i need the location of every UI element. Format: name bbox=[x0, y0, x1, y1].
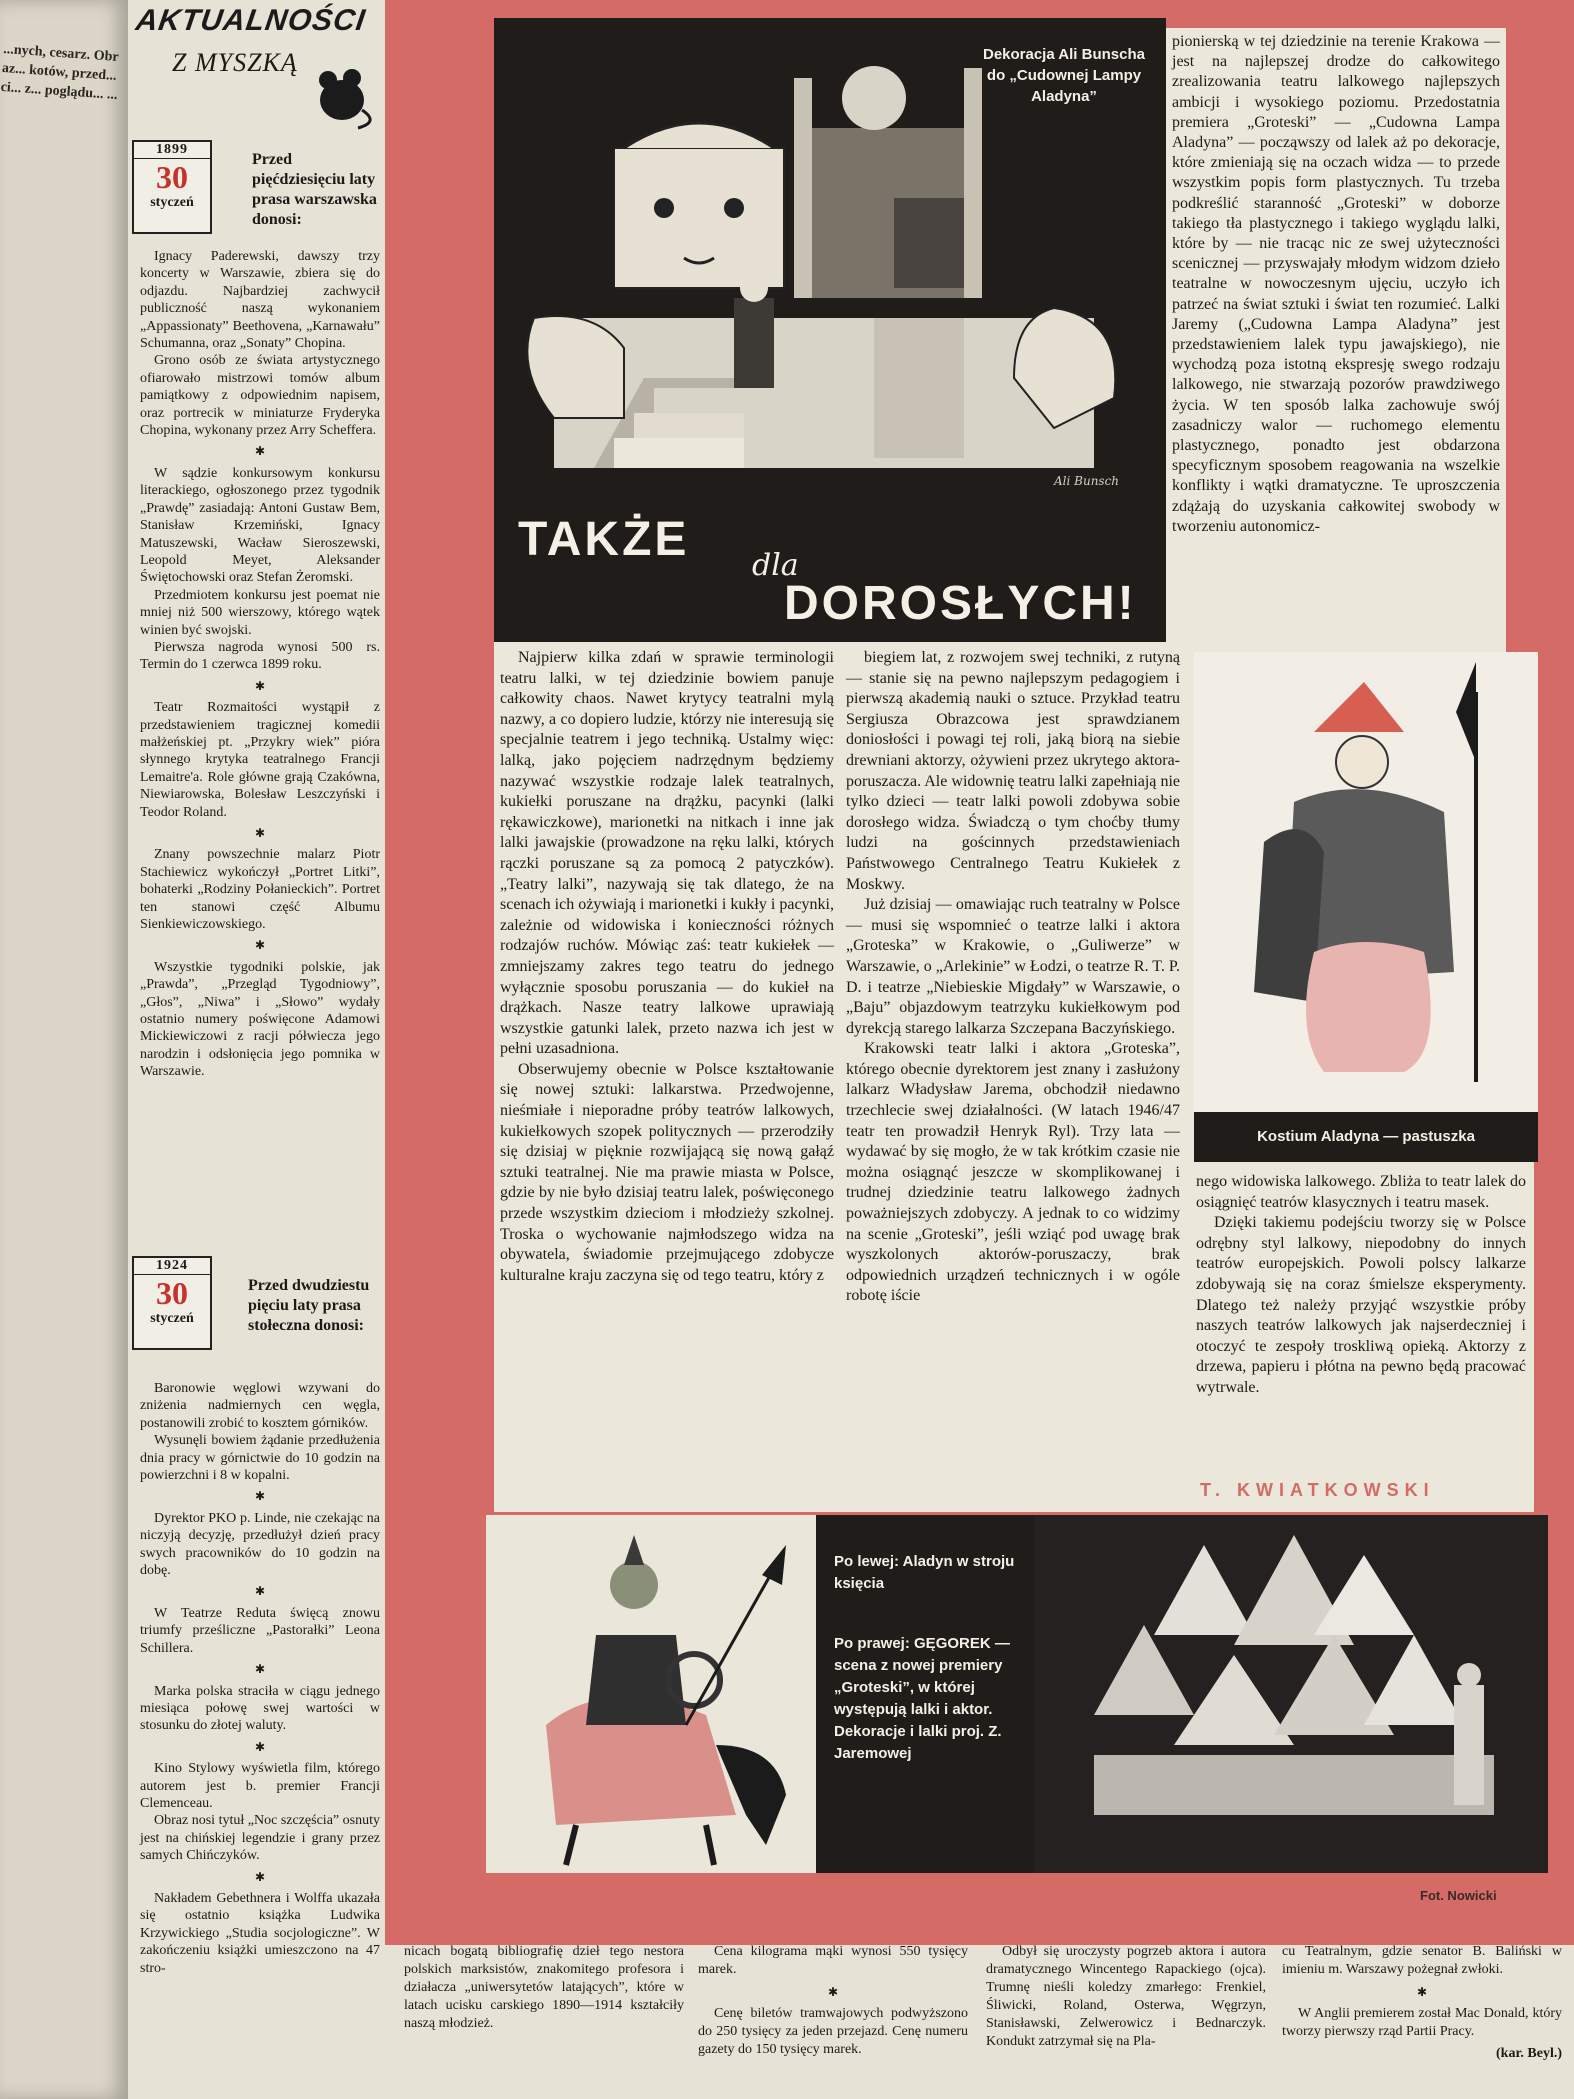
article-column-2 bbox=[846, 648, 1180, 1307]
bottom-captions-panel bbox=[816, 1515, 1034, 1873]
date-box-1899 bbox=[132, 140, 212, 234]
news-item: Teatr Rozmaitości wystąpił z przedstawieniem tragicznej komedii małżeńskiej pt. „Przykry wiek” pióra słynnego krytyka teatralnego Francji Lemaitre'a. Role główne grają Czakówna, Niewiarowska, Bolesław Leszczyński i Teodor Roland. bbox=[140, 700, 380, 820]
date-year: 1899 bbox=[134, 142, 210, 159]
article-paragraph: nego widowiska lalkowego. Zbliża to teatr lalek do osiągnięć teatrów klasycznych i teatru masek. bbox=[1196, 1173, 1526, 1211]
adjacent-page-text: ...nych, cesarz. Obraz... kotów, przed... ci... z... poglądu... ... bbox=[0, 41, 120, 104]
date-month: styczeń bbox=[150, 1311, 194, 1326]
news-item: W Teatrze Reduta święcą znowu triumfy prześliczne „Pastorałki” Leona Schillera. bbox=[140, 1605, 380, 1656]
entry-heading-1924: Przed dwudziestu pięciu laty prasa stołeczna donosi: bbox=[248, 1277, 370, 1334]
article-title-line1: TAKŻE bbox=[518, 513, 690, 566]
separator-star: ✱ bbox=[254, 1584, 266, 1599]
bottom-column-4 bbox=[1282, 1943, 1562, 2063]
article-title-block bbox=[494, 496, 1166, 642]
separator-star: ✱ bbox=[254, 826, 266, 840]
date-box-1924 bbox=[132, 1256, 212, 1350]
article-column-3-top bbox=[1172, 32, 1500, 537]
mouse-icon bbox=[292, 60, 382, 130]
article-author: T. KWIATKOWSKI bbox=[1200, 1480, 1435, 1500]
gegorek-scene-photo bbox=[1034, 1515, 1548, 1873]
news-item: Marka polska straciła w ciągu jednego miesiąca połowę swej wartości w stosunku do złotej waluty. bbox=[140, 1683, 380, 1734]
news-item: W sądzie konkursowym konkursu literackiego, ogłoszonego przez tygodnik „Prawdę” zasiadają: Antoni Gustaw Bem, Stanisław Krzemiński, Ignacy Matuszewski, Wacław Sieroszewski, Leopold Meyet, Aleksander Świętochowski oraz Stefan Żeromski. bbox=[140, 465, 380, 586]
aladdin-prince-drawing bbox=[486, 1515, 816, 1873]
news-item: Kino Stylowy wyświetla film, którego autorem jest b. premier Francji Clemenceau. bbox=[140, 1761, 380, 1811]
caption-bottom-left: Po lewej: Aladyn w stroju księcia bbox=[834, 1553, 1015, 1592]
top-illustration bbox=[494, 18, 1166, 498]
date-month: styczeń bbox=[150, 195, 194, 210]
separator-star: ✱ bbox=[254, 1869, 266, 1884]
news-item: Pierwsza nagroda wynosi 500 rs. Termin do 1 czerwca 1899 roku. bbox=[140, 639, 380, 673]
adjacent-page-strip bbox=[0, 0, 128, 2099]
separator-star: ✱ bbox=[254, 444, 266, 459]
date-day: 30 bbox=[156, 1275, 188, 1311]
bottom-left-illustration bbox=[486, 1515, 816, 1873]
separator-star: ✱ bbox=[827, 1985, 839, 1999]
news-item: Dyrektor PKO p. Linde, nie czekając na niczyją decyzję, przedłużył dzień pracy swych pracowników do 10 godzin na dobę. bbox=[140, 1510, 380, 1579]
caption-costume: Kostium Aladyna — pastuszka bbox=[1194, 1112, 1538, 1162]
article-column-3-bottom bbox=[1196, 1172, 1526, 1399]
separator-star: ✱ bbox=[254, 1662, 266, 1677]
article-paragraph: biegiem lat, z rozwojem swej techniki, z rutyną — stanie się na pewno najlepszym pedagogiem i pierwszą akademią nauki o sztuce. Przykład teatru Sergiusza Obrazcowa jest sprawdzianem doniosłości i powagi tej roli, jaką biorą na siebie drewniani aktorzy, ożywieni przez ukrytego aktora-poruszacza. Ale widownię teatru lalki zapełniają nie tylko dzieci — teatr lalki powoli zdobywa sobie dorosłego widza. Świadczą o tym choćby tłumy ludzi na gościnnych przedstawieniach Państwowego Centralnego Teatru Kukiełek z Moskwy. bbox=[846, 649, 1180, 893]
costume-illustration bbox=[1194, 652, 1538, 1162]
date-day: 30 bbox=[156, 159, 188, 195]
section-title: AKTUALNOŚCI bbox=[133, 4, 368, 37]
separator-star: ✱ bbox=[1416, 1985, 1428, 1999]
separator-star: ✱ bbox=[254, 1489, 266, 1504]
article-paragraph: Dzięki takiemu podejściu tworzy się w Polsce odrębny styl lalkowy, niepodobny do innych teatrów europejskich. Powoli polscy lalkarze zdobywają się na coraz śmielsze eksperymenty. Dlatego też należy przyjąć wszystkie próby naszych teatrów lalkowych jak najserdeczniej i otoczyć te zespoły troskliwą opieką. Aktorzy z drzewa, papieru i płótna na pewno będą pracować wytrwale. bbox=[1196, 1214, 1526, 1396]
separator-star: ✱ bbox=[254, 678, 266, 693]
bottom-right-photo bbox=[1034, 1515, 1548, 1873]
news-item: Przedmiotem konkursu jest poemat nie mniej niż 500 wierszowy, którego wątek winien być swojski. bbox=[140, 587, 380, 638]
article-paragraph: Już dzisiaj — omawiając ruch teatralny w Polsce — musi się wspomnieć o teatrze lalki i aktora „Groteska” w Krakowie, o „Guliwerze” w Warszawie, o „Arlekinie” w Łodzi, o teatrze R. T. P. D. i teatrze „Niebieskie Migdały” w Warszawie, o „Baju” objazdowym teatrzyku kukiełkowym pod dyrekcją starego lalkarza Szczepana Baczyńskiego. bbox=[846, 896, 1180, 1037]
section-subtitle: Z MYSZKĄ bbox=[172, 48, 298, 77]
entry-column-1924 bbox=[140, 1380, 380, 1977]
news-item: Wysunęli bowiem żądanie przedłużenia dnia pracy w górnictwie do 10 godzin na powierzchni i 8 w kopalni. bbox=[140, 1433, 380, 1484]
entry-column-1899 bbox=[140, 248, 380, 1081]
news-item: Odbył się uroczysty pogrzeb aktora i autora dramatycznego Wincentego Rapackiego (ojca). Trumnę nieśli koledzy zmarłego: Frenkiel, Śliwicki, Roland, Osterwa, Węgrzyn, Stanisławski, Zelwerowicz i Bednarczyk. Kondukt zatrzymał się na Pla- bbox=[986, 1944, 1266, 2049]
news-item: Cenę biletów tramwajowych podwyższono do 250 tysięcy za jeden przejazd. Cenę numeru gazety do 150 tysięcy marek. bbox=[698, 2006, 968, 2057]
news-item: Cena kilograma mąki wynosi 550 tysięcy marek. bbox=[698, 1944, 968, 1977]
photo-credit: Fot. Nowicki bbox=[1420, 1888, 1497, 1903]
news-item: nicach bogatą bibliografię dzieł tego nestora polskich marksistów, znakomitego profesora i działacza „uniwersytetów latających”, które w latach ucisku carskiego 1890—1914 kształciły naszą młodzież. bbox=[404, 1944, 684, 2031]
separator-star: ✱ bbox=[254, 1739, 266, 1754]
caricature-credit: (kar. Beyl.) bbox=[1496, 2046, 1562, 2061]
entry-heading-1899: Przed pięćdziesięciu laty prasa warszawska donosi: bbox=[252, 151, 377, 228]
date-year: 1924 bbox=[134, 1258, 210, 1275]
caption-top-illustration: Dekoracja Ali Bunscha do „Cudownej Lampy Aladyna” bbox=[982, 46, 1145, 105]
news-item: Obraz nosi tytuł „Noc szczęścia” osnuty jest na chińskiej legendzie i grany przez samych Chińczyków. bbox=[140, 1813, 380, 1864]
article-title-mid: dla bbox=[752, 548, 799, 583]
article-paragraph: Najpierw kilka zdań w sprawie terminologii teatru lalki, w tej dziedzinie bowiem panuje całkowity chaos. Nawet krytycy teatralni mylą nazwy, a co dopiero ludzie, którzy nie interesują się specjalnie teatrem i jego techniką. Ustalmy więc: lalką, jako pojęciem nadrzędnym będziemy nazywać wszystkie rodzaje lalek teatralnych, kukiełki poruszane na drążku, pacynki (lalki rękawiczkowe), marionetki na nitkach i inne jak lalki jawajskie (prowadzone na ręku lalki, których rączki poruszane są za pomocą 2 patyczków). „Teatry lalki”, nazywają się tak dlatego, że na scenach ich ożywiają i marionetki i kukły i pacynki, zależnie od widowiska i konieczności różnych rodzajów ruchów. Mówiąc zaś: teatr kukiełek — zmniejszamy zakres tego teatru do jednego wyłącznie sposobu poruszania — do kukieł na drążkach. Nasze teatry lalkowe uprawiają wszystkie gatunki lalek, przeto nazwa ich jest w pełni uzasadniona. bbox=[500, 649, 834, 1058]
news-item: cu Teatralnym, gdzie senator B. Baliński w imieniu m. Warszawy pożegnał zwłoki. bbox=[1282, 1944, 1562, 1977]
artist-signature: Ali Bunsch bbox=[1054, 474, 1120, 488]
bottom-column-1 bbox=[404, 1943, 684, 2037]
separator-star: ✱ bbox=[254, 938, 266, 953]
article-column-1 bbox=[500, 648, 834, 1286]
bottom-column-2 bbox=[698, 1943, 968, 2063]
section-header bbox=[132, 4, 392, 124]
news-item: Grono osób ze świata artystycznego ofiarowało mistrzowi tomów album pamiątkowy z odpowiednim napisem, oraz portrecik w miniaturze Fryderyka Chopina, wykonany przez Arry Scheffera. bbox=[140, 353, 380, 439]
article-paragraph: Krakowski teatr lalki i aktora „Groteska”, którego obecnie dyrektorem jest znany i zasłużony lalkarz Władysław Jarema, obchodził niedawno trzechlecie swej działalności. (W latach 1946/47 teatr ten prowadził Henryk Ryl). Trzy lata — wydawać by się mogło, że w tak krótkim czasie nie można osiągnąć jeszcze w skomplikowanej i trudnej dziedzinie teatru lalkowego żadnych poważniejszych zdobyczy. A jednak to co widzimy na scenie „Groteski”, jeśli wziąć pod uwagę brak wyszkolonych aktorów-poruszaczy, brak odpowiednich urządzeń technicznych i w ogóle robotę iście bbox=[846, 1040, 1180, 1305]
news-item: Nakładem Gebethnera i Wolffa ukazała się ostatnio książka Ludwika Krzywickiego „Studia socjologiczne”. W zakończeniu książki umieszczono na 47 stro- bbox=[140, 1890, 380, 1976]
article-paragraph: Obserwujemy obecnie w Polsce kształtowanie się nowej sztuki: lalkarstwa. Przedwojenne, nieśmiałe i nieporadne próby teatrów lalkowych, kukiełkowych szopek politycznych — przerodziły się dzisiaj w pięknie rozwijającą się nową gałąź sztuki teatralnej. Nie ma prawie miasta w Polsce, gdzie by nie było dzisiaj teatru lalek, poświęconego przede wszystkim dzieciom i młodzieży szkolnej. Troska o wychowanie najmłodszego widza na obywatela, świadomie przejmującego zdobycze kulturalne kraju zaczyna się od tego teatru, który z bbox=[500, 1060, 834, 1284]
article-paragraph: pionierską w tej dziedzinie na terenie Krakowa — jest na najlepszej drodze do całkowitego zrealizowania teatru lalkowego najlepszych ambicji i wysokiego poziomu. Przedostatnia premiera „Groteski” — „Cudowna Lampa Aladyna” — począwszy od lalek aż po dekoracje, które zmieniają się na oczach widza — to przede wszystkim popis form plastycznych. Tu trzeba podkreślić staranność „Groteski” w doborze takiego tła plastycznego i takiego wyglądu lalki, które by — nie tracąc nic ze swej użyteczności scenicznej — przyswajały młodym widzom dzieło teatralne w nowoczesnym ujęciu, uczyło ich patrzeć na świat sztuki i świat ten rozumieć. Lalki Jaremy („Cudowna Lampa Aladyna” jest przedstawieniem lalek typu jawajskiego), nie wychodzą poza istotną ekspresję swego rodzaju lalkowego, nie stwarzają pozorów prawdziwego życia. W ten sposób lalka zachowuje swój zasadniczy walor — ruchomego elementu plastycznego, ponadto jest obdarzona specyficznym sposobem reagowania na wszelkie konflikty i wątki dramatyczne. Te uproszczenia zdążają do uzyskania całkowitej swobody w tworzeniu autonomicz- bbox=[1172, 33, 1500, 535]
news-item: Baronowie węglowi wzywani do zniżenia nadmiernych cen węgla, postanowili zrobić to kosztem górników. bbox=[140, 1381, 380, 1431]
news-item: Ignacy Paderewski, dawszy trzy koncerty w Warszawie, zbiera się do odjazdu. Najbardziej zachwycił publiczność naszą wykonaniem „Appassionaty” Beethovena, „Karnawału” Schumanna, oraz „Sonaty” Chopina. bbox=[140, 249, 380, 352]
bottom-column-3 bbox=[986, 1943, 1266, 2055]
news-item: Znany powszechnie malarz Piotr Stachiewicz wykończył „Portret Litki”, bohaterki „Rodziny Połanieckich”. Portret ten stanowi część Albumu Sienkiewiczowskiego. bbox=[140, 847, 380, 933]
article-title-line2: DOROSŁYCH! bbox=[784, 577, 1137, 630]
aladdin-shepherd-drawing bbox=[1194, 652, 1538, 1112]
news-item: W Anglii premierem został Mac Donald, który tworzy pierwszy rząd Partii Pracy. bbox=[1282, 2006, 1562, 2039]
caption-bottom-right: Po prawej: GĘGOREK — scena z nowej premiery „Groteski”, w której występują lalki i aktor. Dekoracje i lalki proj. Z. Jaremowej bbox=[834, 1635, 1010, 1762]
news-item: Wszystkie tygodniki polskie, jak „Prawda”, „Przegląd Tygodniowy”, „Głos”, „Niwa” i „Słowo” wydały ostatnio numery poświęcone Adamowi Mickiewiczowi z racji półwiecza jego narodzin i odsłonięcia jego pomnika w Warszawie. bbox=[140, 959, 380, 1080]
